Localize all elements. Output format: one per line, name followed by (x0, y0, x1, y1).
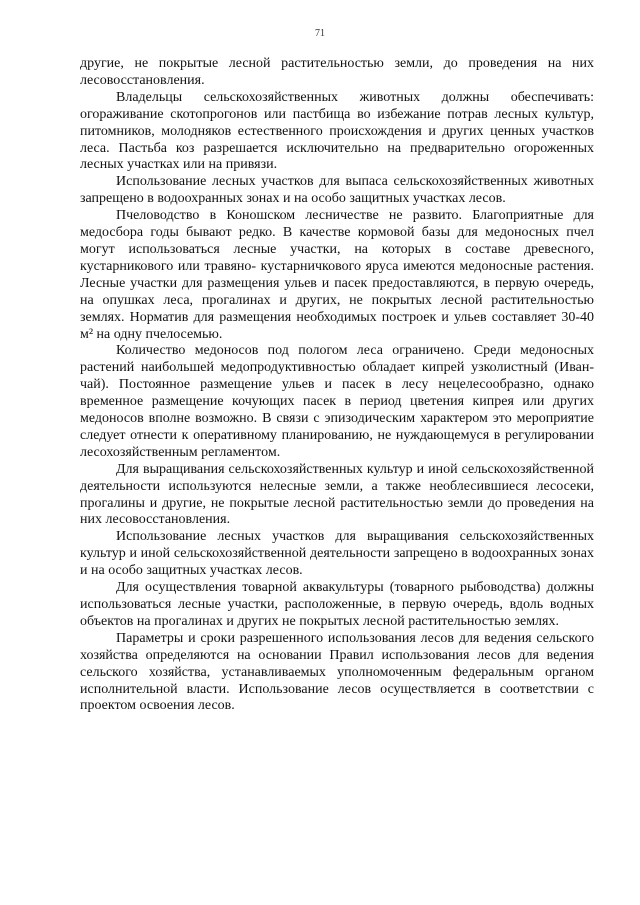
paragraph-aquaculture: Для осуществления товарной аквакультуры (товарного рыбоводства) должны использоваться лесные участки, расположенные, в первую очередь, вдоль водных объектов на прогалинах и других не покрытых лесной растительностью землях. (80, 580, 594, 629)
paragraph-usage-parameters: Параметры и сроки разрешенного использования лесов для ведения сельского хозяйства определяются на основании Правил использования лесов для ведения сельского хозяйства, устанавливаемых уполномоченным федеральным органом исполнительной власти. Использование лесов осуществляется в соответствии с проектом освоения лесов. (80, 630, 594, 714)
document-body (80, 56, 594, 715)
paragraph-crop-restrictions: Использование лесных участков для выращивания сельскохозяйственных культур и иной сельскохозяйственной деятельности запрещено в водоохранных зонах и на особо защитных участках лесов. (80, 529, 594, 579)
paragraph-honey-plants: Количество медоносов под пологом леса ограничено. Среди медоносных растений наибольшей медопродуктивностью обладает кипрей узколистный (Иван-чай). Постоянное размещение ульев и пасек в лесу нецелесообразно, однако временное размещение кочующих пасек в период цветения кипрея или других медоносов вполне возможно. В связи с эпизодическим характером это мероприятие следует отнести к оперативному планированию, не нуждающемуся в регулировании лесохозяйственным регламентом. (80, 343, 594, 460)
paragraph-grazing-restrictions: Использование лесных участков для выпаса сельскохозяйственных животных запрещено в водоохранных зонах и на особо защитных участках лесов. (80, 174, 594, 207)
paragraph-continuation: другие, не покрытые лесной растительностью земли, до проведения на них лесовосстановления. (80, 56, 594, 88)
page-number: 71 (315, 28, 325, 39)
paragraph-crop-growing: Для выращивания сельскохозяйственных культур и иной сельскохозяйственной деятельности используются нелесные земли, а также необлесившиеся лесосеки, прогалины и другие, не покрытые лесной растительностью земли до проведения на них лесовосстановления. (80, 461, 594, 528)
paragraph-beekeeping: Пчеловодство в Коношском лесничестве не развито. Благоприятные для медосбора годы бывают редко. В качестве кормовой базы для медоносных пчел могут использоваться лесные участки, на которых в составе древесного, кустарникового или травяно- кустарничкового яруса имеются медоносные растения. Лесные участки для размещения ульев и пасек предоставляются, в первую очередь, на опушках леса, прогалинах и других, не покрытых лесной растительностью землях. Норматив для размещения необходимых построек и ульев составляет 30-40 м² на одну пчелосемью. (80, 208, 594, 342)
paragraph-livestock-owners: Владельцы сельскохозяйственных животных должны обеспечивать: огораживание скотопрогонов или пастбища во избежание потрав лесных культур, питомников, молодняков естественного происхождения и других ценных участков леса. Пастьба коз разрешается исключительно на предварительно огороженных лесных участках или на привязи. (80, 89, 594, 173)
